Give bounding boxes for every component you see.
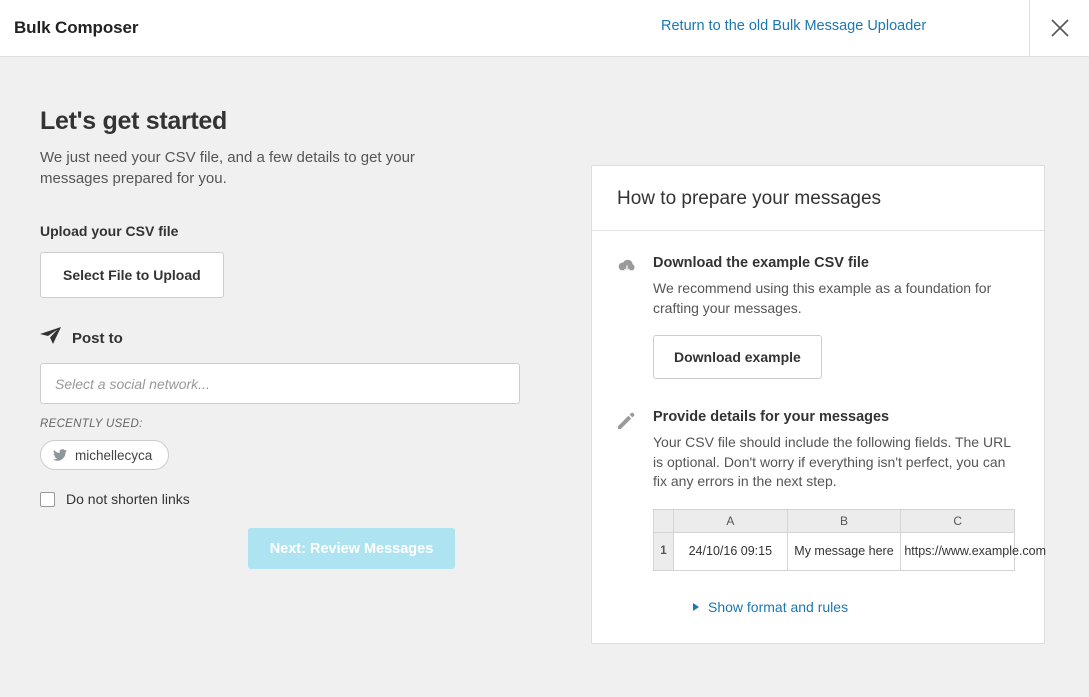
get-started-section — [40, 107, 540, 507]
post-to-row — [40, 327, 540, 350]
step-download-example — [617, 255, 1019, 379]
table-row — [654, 532, 1015, 570]
do-not-shorten-links-checkbox[interactable] — [40, 492, 55, 507]
recent-account-chip[interactable] — [40, 440, 169, 470]
recently-used-label: RECENTLY USED: — [40, 418, 143, 430]
do-not-shorten-links-row[interactable] — [40, 491, 540, 507]
upload-csv-label: Upload your CSV file — [40, 223, 179, 239]
column-header-b: B — [787, 509, 901, 532]
cell-date: 24/10/16 09:15 — [674, 532, 788, 570]
step-provide-details — [617, 409, 1047, 571]
app-header — [0, 0, 1089, 57]
step-content — [653, 255, 1019, 379]
step-title: Provide details for your messages — [653, 409, 890, 425]
spreadsheet-header-row — [654, 509, 1015, 532]
post-to-label: Post to — [72, 330, 123, 347]
cloud-download-icon — [617, 255, 637, 379]
step-content — [653, 409, 1047, 571]
page-body — [0, 57, 1089, 697]
recent-account-name: michellecyca — [75, 447, 153, 463]
cell-message: My message here — [787, 532, 901, 570]
row-number: 1 — [654, 532, 674, 570]
select-file-to-upload-button[interactable]: Select File to Upload — [40, 252, 224, 298]
do-not-shorten-links-label: Do not shorten links — [66, 491, 190, 507]
close-icon — [1050, 18, 1070, 38]
cell-url: https://www.example.com — [901, 532, 1015, 570]
how-to-prepare-panel — [591, 165, 1045, 644]
show-format-and-rules-label: Show format and rules — [708, 598, 849, 615]
column-header-c: C — [901, 509, 1015, 532]
next-review-messages-button[interactable]: Next: Review Messages — [248, 528, 455, 569]
chevron-right-icon — [693, 603, 699, 611]
column-header-a: A — [674, 509, 788, 532]
return-to-old-uploader-link[interactable]: Return to the old Bulk Message Uploader — [661, 18, 927, 34]
step-text: Your CSV file should include the following fields. The URL is optional. Don't worry if everything isn't perfect, you can fix any errors in the next step. — [653, 434, 1011, 489]
section-subtitle: We just need your CSV file, and a few details to get your messages prepared for you. — [40, 149, 415, 187]
panel-body — [592, 231, 1047, 643]
spreadsheet-corner — [654, 509, 674, 532]
panel-title: How to prepare your messages — [592, 166, 1044, 231]
paper-plane-icon — [40, 327, 62, 350]
download-example-button[interactable]: Download example — [653, 335, 822, 379]
close-button[interactable] — [1029, 0, 1089, 56]
show-format-and-rules-toggle[interactable] — [693, 599, 1019, 615]
step-title: Download the example CSV file — [653, 255, 869, 271]
social-network-select[interactable] — [40, 363, 520, 404]
social-network-placeholder: Select a social network... — [55, 375, 210, 392]
page-title: Bulk Composer — [14, 18, 139, 37]
twitter-icon — [53, 449, 67, 461]
pencil-icon — [617, 409, 637, 571]
section-heading: Let's get started — [40, 107, 228, 135]
step-text: We recommend using this example as a foundation for crafting your messages. — [653, 280, 992, 316]
example-spreadsheet — [653, 509, 1047, 571]
